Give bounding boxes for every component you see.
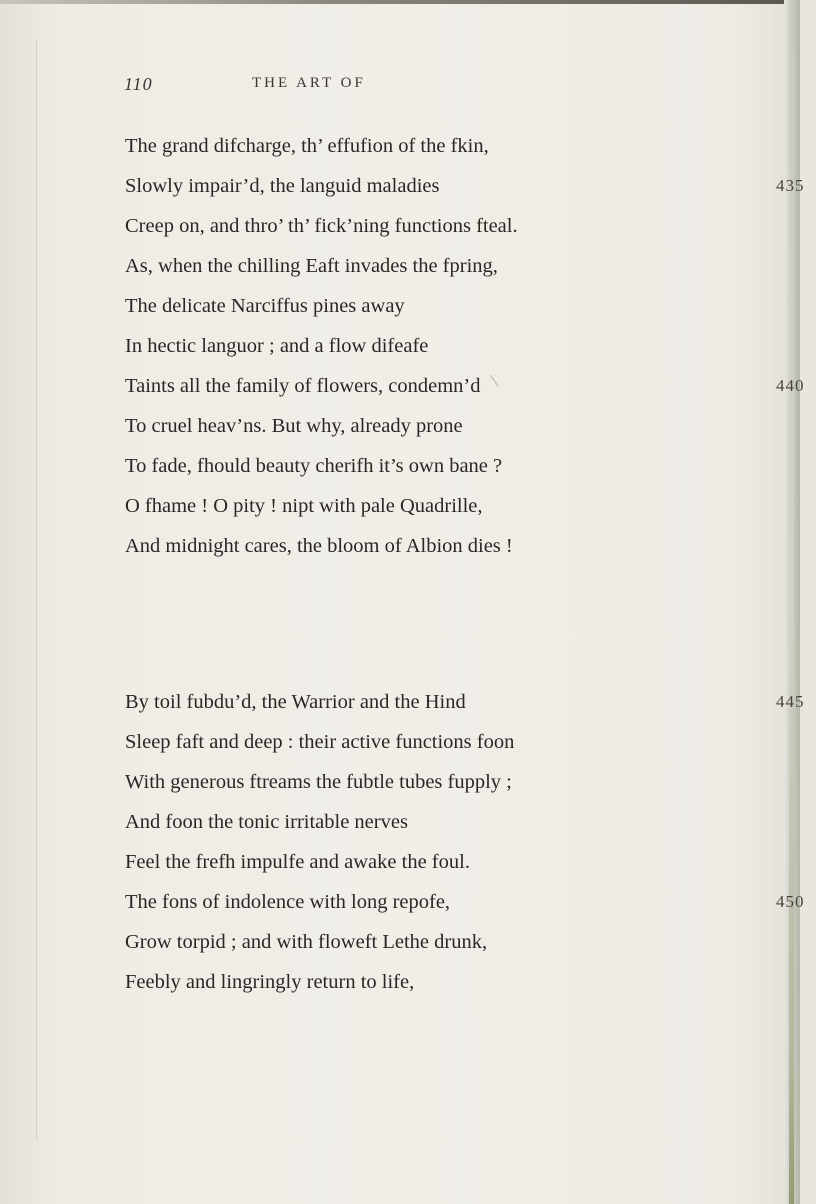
running-head bbox=[0, 72, 800, 96]
line-number: 440 bbox=[776, 376, 805, 395]
verse-text: Sleep faft and deep : their active functions foon bbox=[125, 731, 515, 753]
line-number: 445 bbox=[776, 692, 805, 711]
verse-text: Feel the frefh impulfe and awake the foul. bbox=[125, 851, 470, 873]
verse-line bbox=[125, 1002, 725, 1042]
verse-line bbox=[125, 526, 725, 566]
page-number: 110 bbox=[124, 74, 153, 94]
verse-line bbox=[125, 842, 725, 882]
verse-line bbox=[125, 326, 725, 366]
verse-text: As, when the chilling Eaft invades the fpring, bbox=[125, 255, 498, 277]
verse-line bbox=[125, 762, 725, 802]
verse-text: With generous ftreams the fubtle tubes fupply ; bbox=[125, 771, 512, 793]
stanza bbox=[125, 126, 805, 566]
verse-text: To cruel heav’ns. But why, already prone bbox=[125, 415, 463, 437]
running-title: THE ART OF bbox=[252, 75, 366, 91]
verse-line bbox=[125, 922, 725, 962]
verse-line bbox=[125, 802, 725, 842]
verse-line bbox=[125, 126, 725, 166]
gutter-line bbox=[36, 40, 37, 1140]
verse-text: And foon the tonic irritable nerves bbox=[125, 811, 408, 833]
verse-text: And midnight cares, the bloom of Albion dies ! bbox=[125, 535, 513, 557]
verse-text: The grand difcharge, th’ effufion of the fkin, bbox=[125, 135, 489, 157]
page-top-edge bbox=[0, 0, 800, 4]
verse-text: Slowly impair’d, the languid maladies bbox=[125, 175, 440, 197]
verse-text: O fhame ! O pity ! nipt with pale Quadrille, bbox=[125, 495, 483, 517]
verse-text: In hectic languor ; and a flow difeafe bbox=[125, 335, 429, 357]
line-number: 450 bbox=[776, 892, 805, 911]
verse-line bbox=[125, 406, 725, 446]
verse-line bbox=[125, 246, 725, 286]
verse-line bbox=[125, 722, 725, 762]
verse-text: Grow torpid ; and with floweft Lethe drunk, bbox=[125, 931, 488, 953]
verse-text: By toil fubdu’d, the Warrior and the Hind bbox=[125, 691, 466, 713]
verse-text: The delicate Narciffus pines away bbox=[125, 295, 405, 317]
verse-text: Feebly and lingringly return to life, bbox=[125, 971, 415, 993]
line-number: 435 bbox=[776, 176, 805, 195]
stanza bbox=[125, 682, 805, 1042]
verse-line bbox=[125, 166, 805, 206]
verse-text: Creep on, and thro’ th’ fick’ning functions fteal. bbox=[125, 215, 518, 237]
verse-line bbox=[125, 486, 725, 526]
verse-line bbox=[125, 882, 805, 922]
verse-line bbox=[125, 446, 725, 486]
verse-text: Taints all the family of flowers, condemn’d bbox=[125, 375, 481, 397]
verse-line bbox=[125, 366, 805, 406]
verse-line bbox=[125, 286, 725, 326]
verse-text: To fade, fhould beauty cherifh it’s own bane ? bbox=[125, 455, 503, 477]
verse-text: The fons of indolence with long repofe, bbox=[125, 891, 451, 913]
verse-line bbox=[125, 206, 725, 246]
verse-line bbox=[125, 962, 725, 1002]
verse-line bbox=[125, 682, 805, 722]
